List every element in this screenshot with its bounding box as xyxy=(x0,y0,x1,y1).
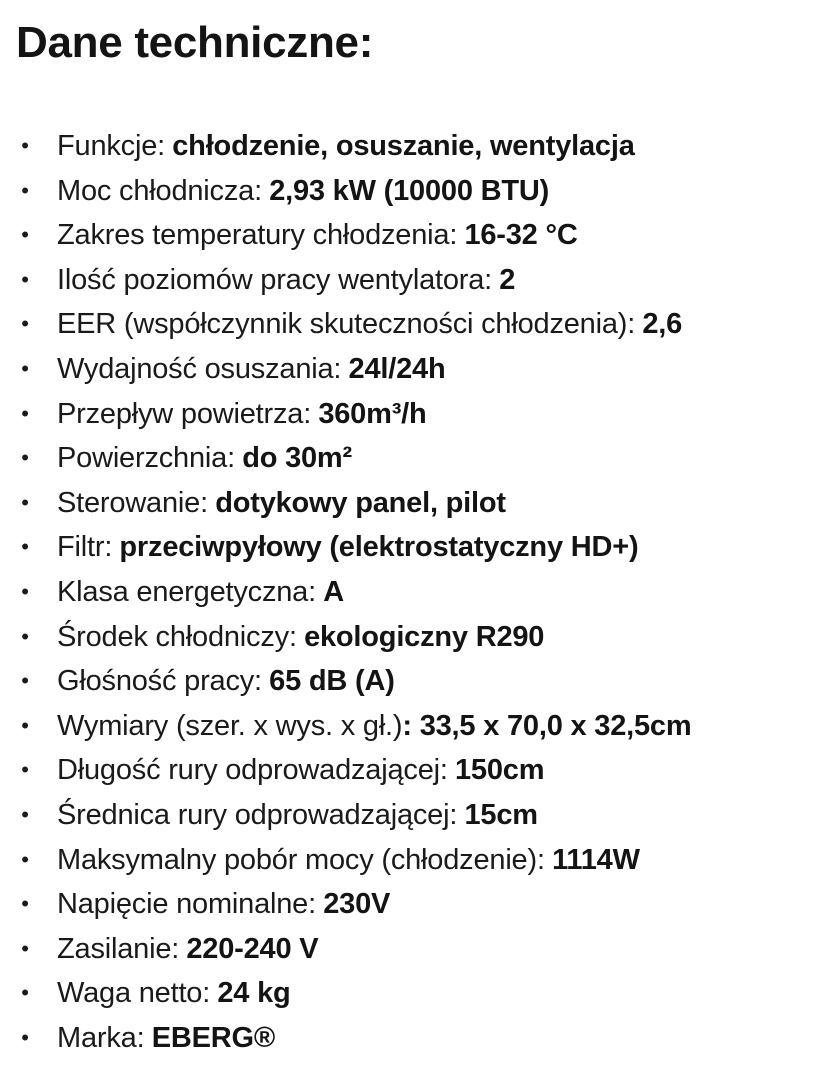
spec-value: 230V xyxy=(323,888,391,921)
spec-label: Głośność pracy: xyxy=(57,665,262,698)
spec-value: dotykowy panel, pilot xyxy=(215,486,506,519)
bullet-icon: • xyxy=(21,311,29,337)
bullet-icon: • xyxy=(21,222,29,248)
spec-item-noise xyxy=(16,659,816,704)
spec-label: EER (współczynnik skuteczności chłodzenia): xyxy=(57,308,636,341)
bullet-icon: • xyxy=(21,668,29,694)
bullet-icon: • xyxy=(21,623,29,649)
spec-label: Napięcie nominalne: xyxy=(57,888,316,921)
spec-value: 24l/24h xyxy=(348,352,446,385)
bullet-icon: • xyxy=(21,891,29,917)
bullet-icon: • xyxy=(21,846,29,872)
spec-label: Marka: xyxy=(57,1021,145,1054)
spec-value: 2,6 xyxy=(642,308,683,341)
spec-item-area xyxy=(16,436,816,481)
spec-item-fan-levels xyxy=(16,258,816,303)
spec-item-temperature-range xyxy=(16,213,816,258)
spec-label: Wydajność osuszania: xyxy=(57,352,342,385)
spec-item-power-supply xyxy=(16,927,816,972)
spec-value: 65 dB (A) xyxy=(269,665,395,698)
bullet-icon: • xyxy=(21,400,29,426)
spec-item-hose-length xyxy=(16,748,816,793)
spec-label: Zasilanie: xyxy=(57,932,180,965)
bullet-icon: • xyxy=(21,445,29,471)
bullet-icon: • xyxy=(21,133,29,158)
bullet-icon: • xyxy=(21,177,29,203)
spec-value: 1114W xyxy=(552,843,640,876)
spec-item-dimensions xyxy=(16,704,816,749)
bullet-icon: • xyxy=(21,489,29,515)
spec-item-filter xyxy=(16,525,816,570)
spec-item-nominal-voltage xyxy=(16,882,816,927)
spec-label: Filtr: xyxy=(57,531,113,564)
spec-label: Zakres temperatury chłodzenia: xyxy=(57,219,458,252)
bullet-icon: • xyxy=(21,757,29,783)
bullet-icon: • xyxy=(21,801,29,827)
spec-value: A xyxy=(323,575,344,608)
spec-value: 150cm xyxy=(454,754,545,787)
spec-value: chłodzenie, osuszanie, wentylacja xyxy=(172,130,635,162)
spec-value: przeciwpyłowy (elektrostatyczny HD+) xyxy=(119,531,639,564)
spec-value: 15cm xyxy=(464,798,538,831)
bullet-icon: • xyxy=(21,712,29,738)
spec-label: Przepływ powietrza: xyxy=(57,397,312,430)
spec-item-hose-diameter xyxy=(16,793,816,838)
spec-item-brand xyxy=(16,1016,816,1061)
spec-value: 360m³/h xyxy=(318,397,427,430)
spec-label: Ilość poziomów pracy wentylatora: xyxy=(57,263,493,296)
spec-value: 16-32 °C xyxy=(464,219,578,252)
spec-value: : 33,5 x 70,0 x 32,5cm xyxy=(402,709,692,742)
spec-item-functions xyxy=(16,124,816,169)
bullet-icon: • xyxy=(21,534,29,560)
spec-value: do 30m² xyxy=(242,442,352,475)
spec-item-dehumidification xyxy=(16,347,816,392)
spec-item-net-weight xyxy=(16,971,816,1016)
spec-item-eer xyxy=(16,302,816,347)
spec-label: Wymiary (szer. x wys. x gł.) xyxy=(57,709,403,742)
spec-value: 2 xyxy=(499,263,516,296)
bullet-icon: • xyxy=(21,1024,29,1050)
spec-label: Funkcje: xyxy=(57,130,165,162)
spec-label: Długość rury odprowadzającej: xyxy=(57,754,448,787)
spec-item-airflow xyxy=(16,392,816,437)
spec-label: Maksymalny pobór mocy (chłodzenie): xyxy=(57,843,545,876)
spec-value: 24 kg xyxy=(217,977,291,1010)
spec-item-cooling-power xyxy=(16,169,816,214)
spec-item-energy-class xyxy=(16,570,816,615)
bullet-icon: • xyxy=(21,578,29,604)
spec-item-control xyxy=(16,481,816,526)
spec-label: Średnica rury odprowadzającej: xyxy=(57,798,458,831)
spec-label: Sterowanie: xyxy=(57,486,208,519)
spec-list xyxy=(16,124,816,1060)
spec-value: 220-240 V xyxy=(186,932,319,965)
spec-label: Klasa energetyczna: xyxy=(57,575,316,608)
spec-item-max-power xyxy=(16,838,816,883)
spec-value: EBERG® xyxy=(151,1021,275,1054)
spec-item-refrigerant xyxy=(16,615,816,660)
bullet-icon: • xyxy=(21,266,29,292)
bullet-icon: • xyxy=(21,980,29,1006)
page-title: Dane techniczne: xyxy=(16,18,374,67)
bullet-icon: • xyxy=(21,355,29,381)
spec-label: Powierzchnia: xyxy=(57,442,235,475)
spec-label: Moc chłodnicza: xyxy=(57,174,262,207)
bullet-icon: • xyxy=(21,935,29,961)
spec-value: ekologiczny R290 xyxy=(304,620,545,653)
spec-label: Środek chłodniczy: xyxy=(57,620,297,653)
spec-value: 2,93 kW (10000 BTU) xyxy=(269,174,550,207)
spec-label: Waga netto: xyxy=(57,977,211,1010)
